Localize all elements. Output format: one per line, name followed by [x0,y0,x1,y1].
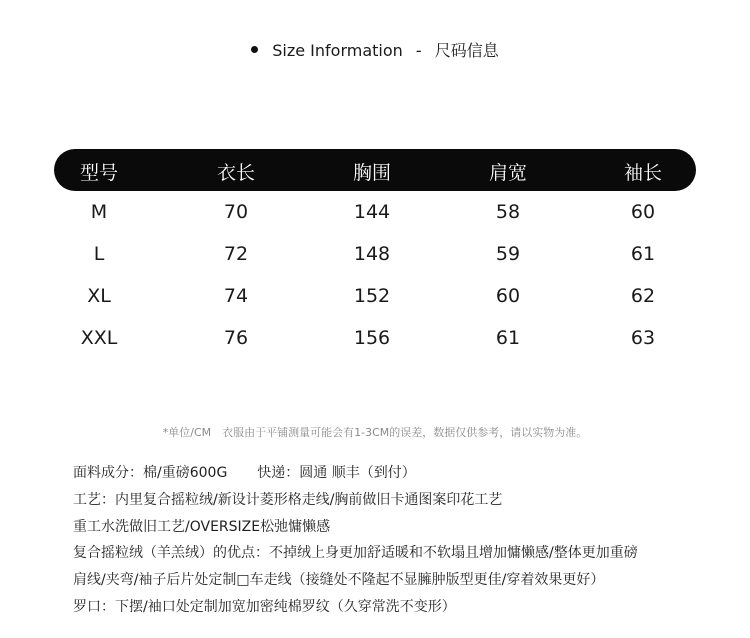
cell-sleeve: 61 [630,243,656,265]
detail-line-wash: 重工水洗做旧工艺/OVERSIZE松弛慵懒感 [73,518,331,535]
column-header-sleeve: 袖长 [623,162,663,184]
measurement-note: *单位/CM 衣服由于平铺测量可能会有1-3CM的误差，数据仅供参考，请以实物为准。 [162,426,588,439]
cell-sleeve: 60 [630,201,656,223]
bullet-dot-icon [251,46,258,53]
table-row [54,191,696,233]
title-english: Size Information [272,41,403,60]
cell-shoulder: 61 [495,327,521,349]
cell-chest: 144 [353,201,391,223]
cell-length: 70 [223,201,249,223]
cell-length: 72 [223,243,249,265]
cell-shoulder: 60 [495,285,521,307]
cell-chest: 156 [353,327,391,349]
column-header-chest: 胸围 [352,162,392,184]
cell-chest: 152 [353,285,391,307]
cell-model: M [90,201,108,223]
table-row [54,317,696,359]
cell-model: XXL [80,327,118,349]
column-header-model: 型号 [79,162,119,184]
column-header-length: 衣长 [216,162,256,184]
table-header [54,149,696,191]
detail-line-ribbing: 罗口：下摆/袖口处定制加宽加密纯棉罗纹（久穿常洗不变形） [73,598,456,615]
table-row [54,275,696,317]
product-details [73,460,638,621]
detail-line-stitching: 肩线/夹弯/袖子后片处定制□车走线（接缝处不隆起不显臃肿版型更佳/穿着效果更好） [73,572,605,589]
section-title [0,40,750,62]
fabric-info: 面料成分：棉/重磅600G [73,465,228,481]
cell-length: 76 [223,327,249,349]
column-header-shoulder: 肩宽 [488,162,528,184]
cell-sleeve: 63 [630,327,656,349]
detail-line-craft: 工艺：内里复合摇粒绒/新设计菱形格走线/胸前做旧卡通图案印花工艺 [73,491,503,508]
cell-model: XL [87,285,111,307]
size-table [54,149,696,359]
cell-shoulder: 59 [495,243,521,265]
table-row [54,233,696,275]
cell-shoulder: 58 [495,201,521,223]
detail-line-fleece: 复合摇粒绒（羊羔绒）的优点：不掉绒上身更加舒适暖和不软塌且增加慵懒感/整体更加重磅 [73,545,638,562]
shipping-info: 快递：圆通 顺丰（到付） [257,465,416,481]
cell-length: 74 [223,285,249,307]
cell-chest: 148 [353,243,391,265]
detail-line-fabric-shipping [73,460,638,487]
title-chinese: 尺码信息 [434,41,499,60]
cell-sleeve: 62 [630,285,656,307]
title-separator: - [415,41,422,60]
cell-model: L [93,243,105,265]
